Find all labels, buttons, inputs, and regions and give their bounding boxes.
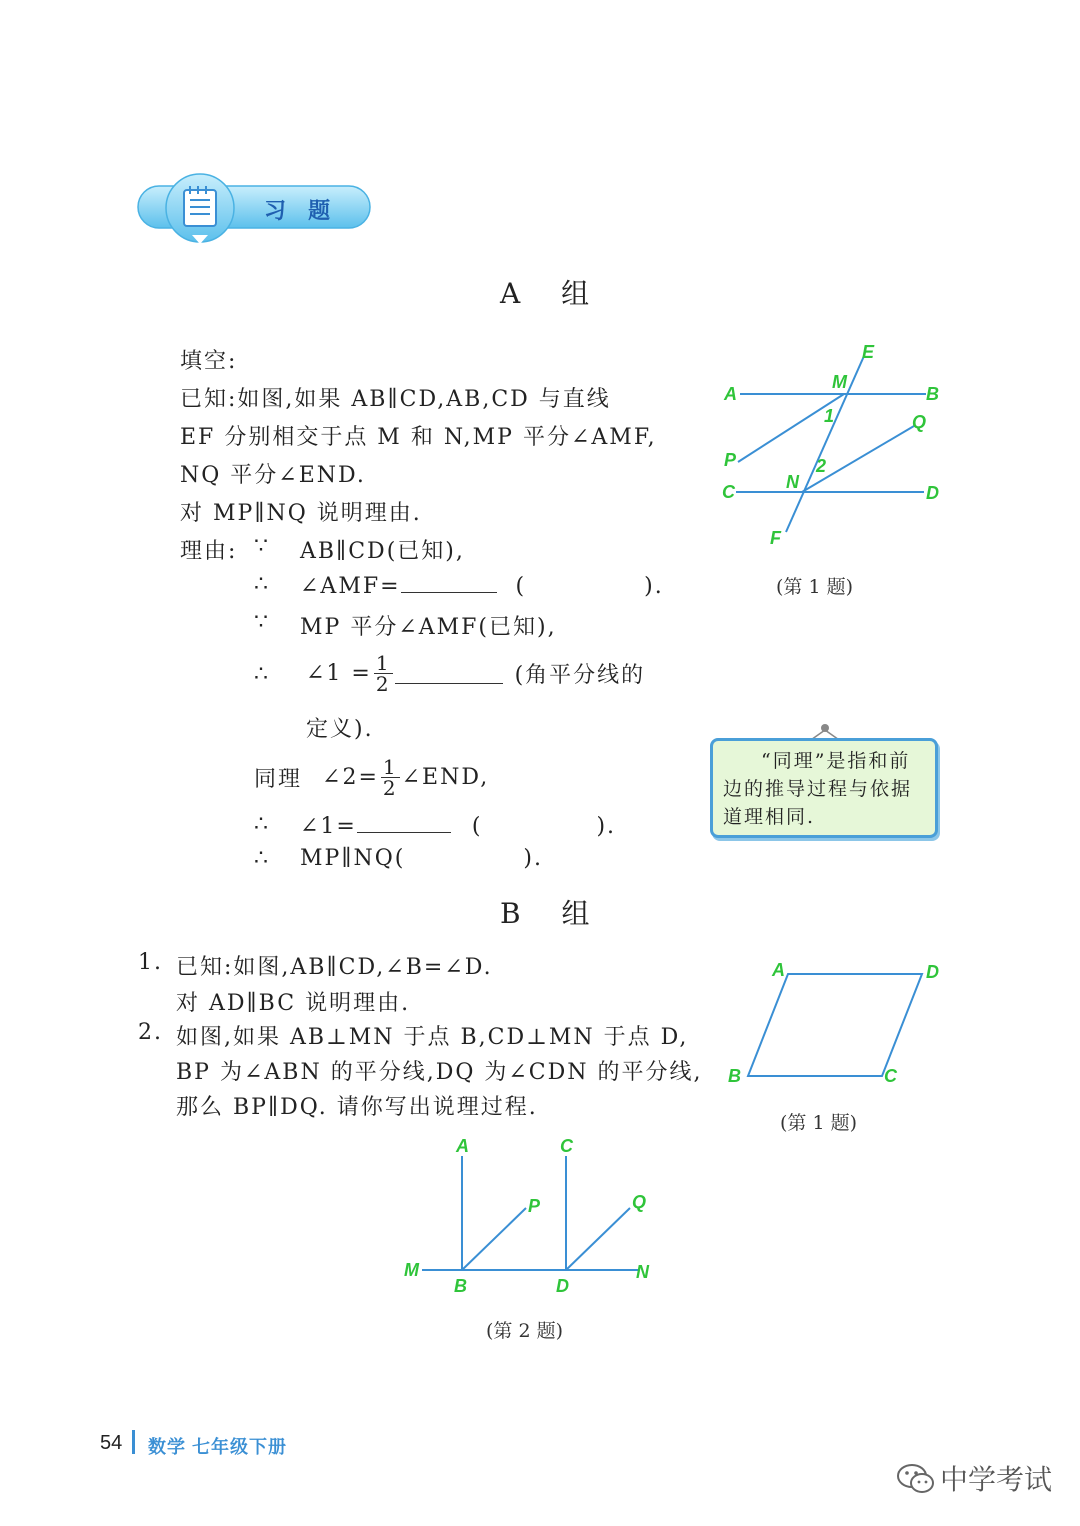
label-d: D <box>556 1276 569 1296</box>
label-q: Q <box>632 1192 647 1212</box>
label-p: P <box>724 450 737 470</box>
parallelogram <box>748 974 922 1076</box>
q1-line-1: 已知:如图,AB∥CD,∠B=∠D. <box>176 955 493 980</box>
note-box <box>710 738 938 838</box>
book-title: 数学 七年级下册 <box>148 1437 288 1457</box>
label-m: M <box>832 372 847 392</box>
step-2-lead: ∠AMF= <box>300 574 401 599</box>
q2-line-1: 如图,如果 AB⊥MN 于点 B,CD⊥MN 于点 D, <box>176 1025 689 1050</box>
step-6 <box>300 812 616 839</box>
therefore-symbol: ∴ <box>254 572 270 597</box>
reason-label: 理由: <box>180 539 238 564</box>
step-5-angle: ∠2= <box>322 764 379 790</box>
notepad-icon <box>184 186 216 226</box>
label-a: A <box>456 1136 469 1156</box>
label-f: F <box>770 528 781 548</box>
watermark <box>896 1458 1052 1498</box>
wechat-icon <box>896 1461 936 1495</box>
label-e: E <box>862 342 875 362</box>
banner-label: 习 题 <box>264 198 339 223</box>
label-m: M <box>404 1260 419 1280</box>
label-n: N <box>636 1262 649 1282</box>
ray-mp <box>738 394 844 462</box>
problem-line-3: NQ 平分∠END. <box>180 463 366 488</box>
step-4-lead: ∠1 = <box>306 660 372 686</box>
fraction-half: $\frac{1}{2}$ <box>382 754 398 800</box>
label-b: B <box>728 1066 741 1086</box>
step-2-close: ). <box>644 574 664 599</box>
note-text: “同理”是指和前边的推导过程与依据道理相同. <box>723 750 913 828</box>
step-6-lead: ∠1= <box>300 814 357 839</box>
figure-b1-caption: (第 1 题) <box>780 1112 857 1134</box>
step-3: MP 平分∠AMF(已知), <box>300 615 557 640</box>
figure-a1 <box>716 336 952 552</box>
answer-blank[interactable] <box>401 572 497 593</box>
label-c: C <box>884 1066 897 1086</box>
label-p: P <box>528 1196 541 1216</box>
step-5 <box>254 752 489 802</box>
because-symbol: ∵ <box>254 610 270 635</box>
label-d: D <box>926 962 939 982</box>
intro-text: 填空: <box>180 349 238 374</box>
problem-line-2: EF 分别相交于点 M 和 N,MP 平分∠AMF, <box>180 425 657 450</box>
step-2-open: ( <box>515 574 527 599</box>
problem-line-1: 已知:如图,如果 AB∥CD,AB,CD 与直线 <box>180 387 611 412</box>
label-a: A <box>772 960 785 980</box>
group-a-title: A 组 <box>500 277 606 310</box>
label-c: C <box>722 482 735 502</box>
figure-b1 <box>722 956 952 1090</box>
q1-number: 1. <box>138 950 163 975</box>
label-q: Q <box>912 412 927 432</box>
step-7-lead: MP∥NQ( <box>300 846 406 871</box>
figure-b2 <box>400 1130 666 1300</box>
figure-b2-caption: (第 2 题) <box>486 1320 563 1342</box>
label-angle-1: 1 <box>824 406 835 426</box>
step-7-close: ). <box>523 846 543 871</box>
footer-divider <box>132 1430 135 1454</box>
label-c: C <box>560 1136 573 1156</box>
label-n: N <box>786 472 799 492</box>
therefore-symbol: ∴ <box>254 812 270 837</box>
fraction-half: $\frac{1}{2}$ <box>375 650 391 696</box>
step-4 <box>306 648 645 698</box>
label-a: A <box>724 384 737 404</box>
because-symbol: ∵ <box>254 534 270 559</box>
banner-shape <box>136 172 374 252</box>
therefore-symbol: ∴ <box>254 846 270 871</box>
step-6-open: ( <box>471 814 483 839</box>
q2-line-3: 那么 BP∥DQ. 请你写出说理过程. <box>176 1095 538 1120</box>
ray-bp <box>462 1208 526 1270</box>
answer-blank[interactable] <box>357 812 451 833</box>
step-7 <box>300 846 543 871</box>
q2-line-2: BP 为∠ABN 的平分线,DQ 为∠CDN 的平分线, <box>176 1060 703 1085</box>
label-b: B <box>454 1276 467 1296</box>
q1-line-2: 对 AD∥BC 说明理由. <box>176 991 411 1016</box>
answer-blank[interactable] <box>395 663 503 684</box>
step-6-close: ). <box>596 814 617 839</box>
label-angle-2: 2 <box>816 456 827 476</box>
ray-dq <box>566 1208 630 1270</box>
q2-number: 2. <box>138 1020 163 1045</box>
step-4-cont: 定义). <box>306 717 374 742</box>
step-5-lead: 同理 <box>254 766 303 792</box>
page-number: 54 <box>100 1432 123 1454</box>
step-2 <box>300 572 664 599</box>
group-b-title: B 组 <box>500 897 606 930</box>
watermark-text: 中学考试 <box>940 1464 1053 1495</box>
step-1: AB∥CD(已知), <box>300 539 465 564</box>
line-ef <box>786 356 864 532</box>
problem-line-4: 对 MP∥NQ 说明理由. <box>180 501 422 526</box>
label-d: D <box>926 483 939 503</box>
figure-a1-caption: (第 1 题) <box>776 576 853 598</box>
step-4-reason: (角平分线的 <box>514 662 646 688</box>
section-banner <box>136 172 374 252</box>
therefore-symbol: ∴ <box>254 662 270 687</box>
label-b: B <box>926 384 939 404</box>
step-5-tail: ∠END, <box>401 764 490 790</box>
